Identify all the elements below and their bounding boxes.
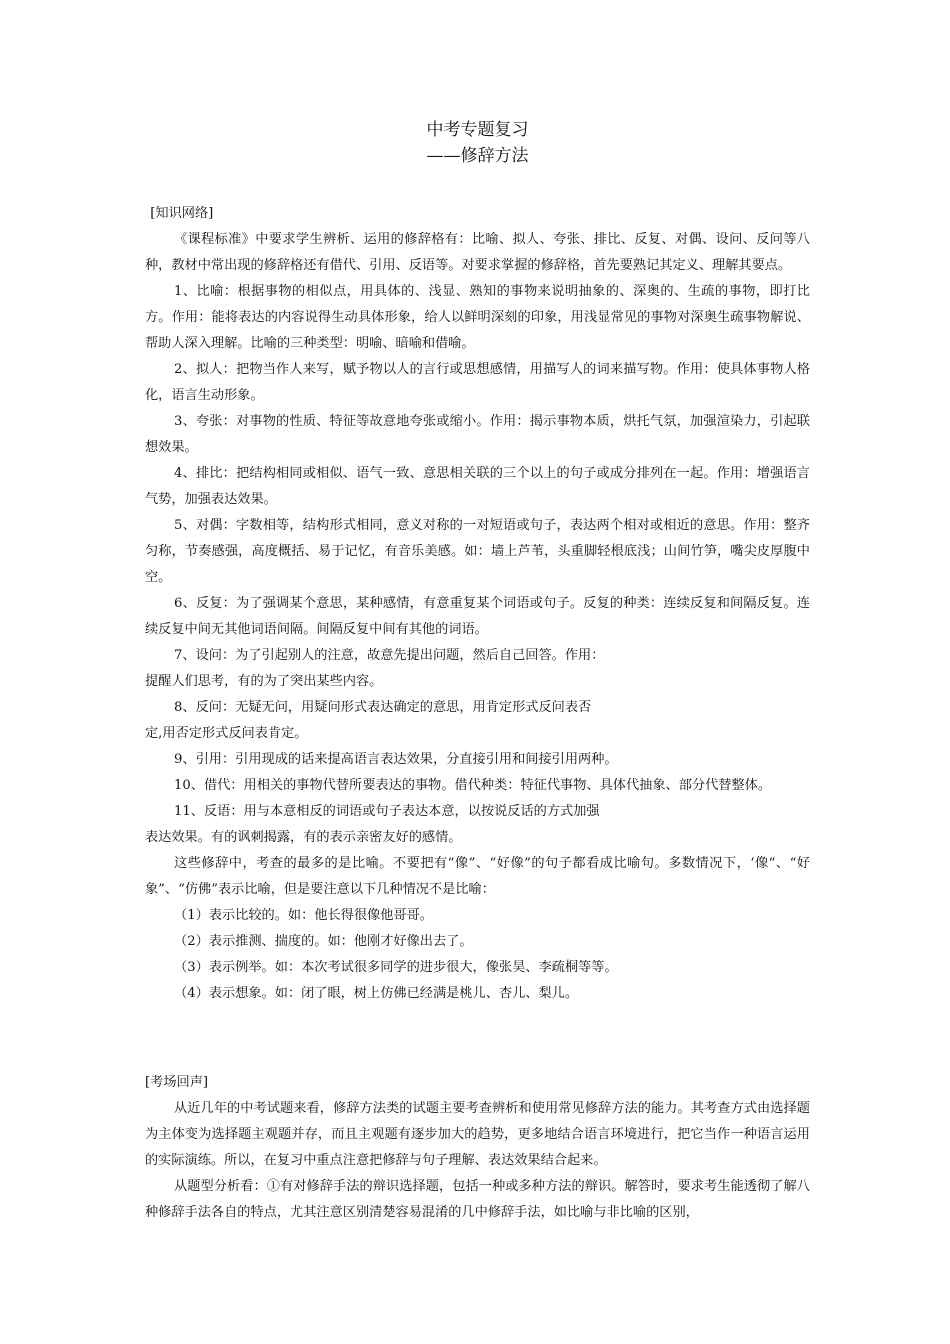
item-antithesis: 5、对偶：字数相等，结构形式相同，意义对称的一对短语或句子，表达两个相对或相近的意思。作用：整齐匀称，节奏感强，高度概括、易于记忆，有音乐美感。如：墙上芦苇，头重脚轻根底浅；山间竹笋，嘴尖皮厚腹中空。	[145, 518, 810, 585]
item-hyperbole: 3、夸张：对事物的性质、特征等故意地夸张或缩小。作用：揭示事物本质，烘托气氛，加强渲染力，引起联想效果。	[145, 414, 810, 455]
case-item: （1）表示比较的。如：他长得很像他哥哥。	[174, 908, 433, 923]
item-metonymy: 10、借代：用相关的事物代替所要表达的事物。借代种类：特征代事物、具体代抽象、部分代替整体。	[174, 778, 772, 793]
paragraph: 从题型分析看：①有对修辞手法的辩识选择题，包括一种或多种方法的辩识。解答时，要求考生能透彻了解八种修辞手法各自的特点，尤其注意区别清楚容易混淆的几中修辞手法，如比喻与非比喻的区别，	[145, 1179, 810, 1220]
item-repetition: 6、反复：为了强调某个意思，某种感情，有意重复某个词语或句子。反复的种类：连续反复和间隔反复。连续反复中间无其他词语间隔。间隔反复中间有其他的词语。	[145, 596, 810, 637]
item-counter-question-b: 定,用否定形式反问表肯定。	[145, 726, 308, 741]
document-title: 中考专题复习	[426, 120, 529, 140]
item-counter-question-a: 8、反问：无疑无问，用疑问形式表达确定的意思，用肯定形式反问表否	[174, 700, 592, 715]
item-metaphor: 1、比喻：根据事物的相似点，用具体的、浅显、熟知的事物来说明抽象的、深奥的、生疏的事物，即打比方。作用：能将表达的内容说得生动具体形象，给人以鲜明深刻的印象，用浅显常见的事物对深奥生疏事物解说、帮助人深入理解。比喻的三种类型：明喻、暗喻和借喻。	[145, 284, 810, 351]
item-personification: 2、拟人：把物当作人来写，赋予物以人的言行或思想感情，用描写人的词来描写物。作用：使具体事物人格化，语言生动形象。	[145, 362, 810, 403]
item-irony-a: 11、反语：用与本意相反的词语或句子表达本意，以按说反话的方式加强	[174, 804, 600, 819]
document-subtitle: ——修辞方法	[426, 146, 529, 166]
metaphor-note: 这些修辞中，考查的最多的是比喻。不要把有“像”、“好像”的句子都看成比喻句。多数情况下，‘像“、“好象”、“仿佛”表示比喻，但是要注意以下几种情况不是比喻：	[145, 856, 810, 897]
exam-echo-section	[145, 1070, 810, 1226]
item-rhetorical-question-a: 7、设问：为了引起别人的注意，故意先提出问题，然后自己回答。作用：	[174, 648, 605, 663]
section-heading: [知识网络]	[150, 206, 214, 221]
case-item: （2）表示推测、揣度的。如：他刚才好像出去了。	[174, 934, 473, 949]
intro-paragraph: 《课程标准》中要求学生辨析、运用的修辞格有：比喻、拟人、夸张、排比、反复、对偶、设问、反问等八种，教材中常出现的修辞格还有借代、引用、反语等。对要求掌握的修辞格，首先要熟记其定义、理解其要点。	[145, 232, 810, 273]
item-quotation: 9、引用：引用现成的话来提高语言表达效果，分直接引用和间接引用两种。	[174, 752, 618, 767]
knowledge-network-section	[145, 201, 810, 1007]
case-item: （4）表示想象。如：闭了眼，树上仿佛已经满是桃儿、杏儿、梨儿。	[174, 986, 579, 1001]
item-irony-b: 表达效果。有的讽刺揭露，有的表示亲密友好的感情。	[145, 830, 462, 845]
item-parallelism: 4、排比：把结构相同或相似、语气一致、意思相关联的三个以上的句子或成分排列在一起。作用：增强语言气势，加强表达效果。	[145, 466, 810, 507]
paragraph: 从近几年的中考试题来看，修辞方法类的试题主要考查辨析和使用常见修辞方法的能力。其考查方式由选择题为主体变为选择题主观题并存，而且主观题有逐步加大的趋势，更多地结合语言环境进行，把它当作一种语言运用的实际演练。所以，在复习中重点注意把修辞与句子理解、表达效果结合起来。	[145, 1101, 810, 1168]
section-heading: [考场回声]	[145, 1075, 209, 1090]
item-rhetorical-question-b: 提醒人们思考，有的为了突出某些内容。	[145, 674, 383, 689]
case-item: （3）表示例举。如：本次考试很多同学的进步很大，像张昊、李疏桐等等。	[174, 960, 618, 975]
